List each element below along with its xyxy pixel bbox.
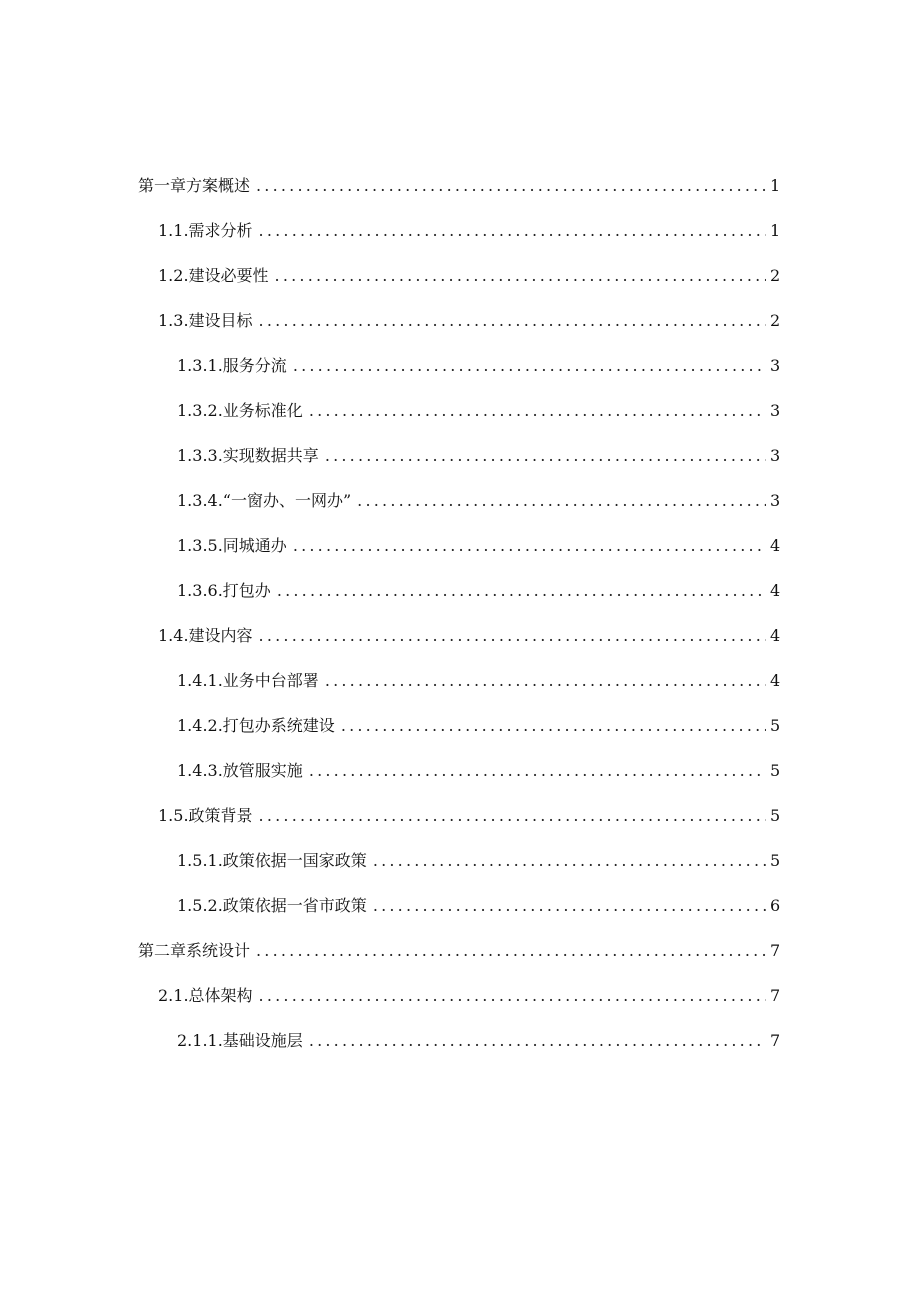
toc-entry-title: “一窗办、一网办” xyxy=(222,491,352,510)
toc-dot-leader xyxy=(256,171,766,201)
toc-entry-page: 5 xyxy=(770,806,781,825)
toc-entry-page: 7 xyxy=(770,1031,781,1050)
toc-entry[interactable] xyxy=(158,621,781,651)
toc-entry-title: 打包办 xyxy=(222,581,271,600)
toc-dot-leader xyxy=(357,486,766,516)
toc-entry-title: 实现数据共享 xyxy=(222,446,319,465)
toc-entry[interactable] xyxy=(158,261,781,291)
toc-entry[interactable] xyxy=(177,351,781,381)
toc-entry[interactable] xyxy=(158,216,781,246)
toc-entry[interactable] xyxy=(138,936,781,966)
toc-entry[interactable] xyxy=(177,531,781,561)
toc-entry[interactable] xyxy=(158,981,781,1011)
toc-dot-leader xyxy=(373,891,766,921)
toc-entry-title: 建设内容 xyxy=(188,626,253,645)
toc-entry[interactable] xyxy=(177,396,781,426)
toc-entry-number: 1.4. xyxy=(158,626,189,645)
toc-entry-number: 2.1. xyxy=(158,986,189,1005)
toc-dot-leader xyxy=(341,711,766,741)
toc-entry-number: 1.3.6. xyxy=(177,581,223,600)
toc-dot-leader xyxy=(259,981,766,1011)
toc-dot-leader xyxy=(259,306,766,336)
toc-entry-title: 建设必要性 xyxy=(188,266,269,285)
toc-dot-leader xyxy=(309,1026,766,1056)
toc-entry-title: 总体架构 xyxy=(188,986,253,1005)
toc-entry-page: 3 xyxy=(770,401,781,420)
toc-entry[interactable] xyxy=(177,441,781,471)
toc-entry-number: 1.2. xyxy=(158,266,189,285)
toc-dot-leader xyxy=(325,666,766,696)
toc-entry[interactable] xyxy=(177,711,781,741)
toc-entry-title: 服务分流 xyxy=(222,356,287,375)
toc-dot-leader xyxy=(309,396,766,426)
toc-entry-title: 基础设施层 xyxy=(222,1031,303,1050)
toc-dot-leader xyxy=(293,531,766,561)
toc-entry-number: 1.3.3. xyxy=(177,446,223,465)
toc-entry-page: 7 xyxy=(770,941,781,960)
toc-entry[interactable] xyxy=(177,666,781,696)
toc-entry[interactable] xyxy=(158,306,781,336)
toc-entry-number: 1.3. xyxy=(158,311,189,330)
toc-entry-number: 1.1. xyxy=(158,221,189,240)
toc-dot-leader xyxy=(373,846,766,876)
toc-entry-page: 4 xyxy=(770,626,781,645)
toc-entry-title: 第二章系统设计 xyxy=(138,941,251,960)
toc-entry-title: 政策依据一国家政策 xyxy=(222,851,367,870)
toc-entry-page: 2 xyxy=(770,266,781,285)
toc-entry[interactable] xyxy=(177,1026,781,1056)
toc-entry-page: 3 xyxy=(770,446,781,465)
toc-entry-page: 3 xyxy=(770,491,781,510)
toc-entry-title: 需求分析 xyxy=(188,221,253,240)
toc-entry-page: 3 xyxy=(770,356,781,375)
toc-entry-number: 1.5. xyxy=(158,806,189,825)
toc-dot-leader xyxy=(259,801,766,831)
toc-entry[interactable] xyxy=(177,486,781,516)
toc-entry[interactable] xyxy=(158,801,781,831)
toc-entry-page: 4 xyxy=(770,671,781,690)
toc-entry-number: 1.3.4. xyxy=(177,491,223,510)
toc-dot-leader xyxy=(275,261,766,291)
toc-entry[interactable] xyxy=(177,891,781,921)
toc-entry-page: 5 xyxy=(770,761,781,780)
toc-entry-page: 4 xyxy=(770,536,781,555)
toc-entry-number: 1.4.3. xyxy=(177,761,223,780)
toc-dot-leader xyxy=(259,621,766,651)
toc-entry-number: 1.5.2. xyxy=(177,896,223,915)
toc-entry-page: 7 xyxy=(770,986,781,1005)
toc-entry-title: 放管服实施 xyxy=(222,761,303,780)
toc-entry-title: 第一章方案概述 xyxy=(138,176,251,195)
toc-entry-title: 同城通办 xyxy=(222,536,287,555)
toc-entry-title: 政策依据一省市政策 xyxy=(222,896,367,915)
toc-entry-number: 1.4.2. xyxy=(177,716,223,735)
toc-entry-page: 6 xyxy=(770,896,781,915)
toc-entry-title: 业务中台部署 xyxy=(222,671,319,690)
toc-entry-number: 1.3.2. xyxy=(177,401,223,420)
toc-entry-page: 4 xyxy=(770,581,781,600)
toc-entry-page: 2 xyxy=(770,311,781,330)
toc-entry-number: 1.5.1. xyxy=(177,851,223,870)
toc-entry-title: 业务标准化 xyxy=(222,401,303,420)
toc-entry[interactable] xyxy=(177,846,781,876)
toc-entry-title: 打包办系统建设 xyxy=(222,716,335,735)
toc-entry-title: 政策背景 xyxy=(188,806,253,825)
toc-dot-leader xyxy=(325,441,766,471)
toc-entry-page: 1 xyxy=(770,221,781,240)
toc-entry-number: 1.4.1. xyxy=(177,671,223,690)
toc-dot-leader xyxy=(309,756,766,786)
toc-entry-number: 1.3.1. xyxy=(177,356,223,375)
toc-dot-leader xyxy=(259,216,766,246)
toc-entry-page: 5 xyxy=(770,716,781,735)
toc-entry[interactable] xyxy=(138,171,781,201)
toc-entry-page: 5 xyxy=(770,851,781,870)
toc-entry-number: 1.3.5. xyxy=(177,536,223,555)
toc-entry-number: 2.1.1. xyxy=(177,1031,223,1050)
toc-dot-leader xyxy=(256,936,766,966)
toc-dot-leader xyxy=(293,351,766,381)
toc-entry-page: 1 xyxy=(770,176,781,195)
toc-entry[interactable] xyxy=(177,576,781,606)
toc-entry-title: 建设目标 xyxy=(188,311,253,330)
toc-dot-leader xyxy=(277,576,766,606)
toc-entry[interactable] xyxy=(177,756,781,786)
